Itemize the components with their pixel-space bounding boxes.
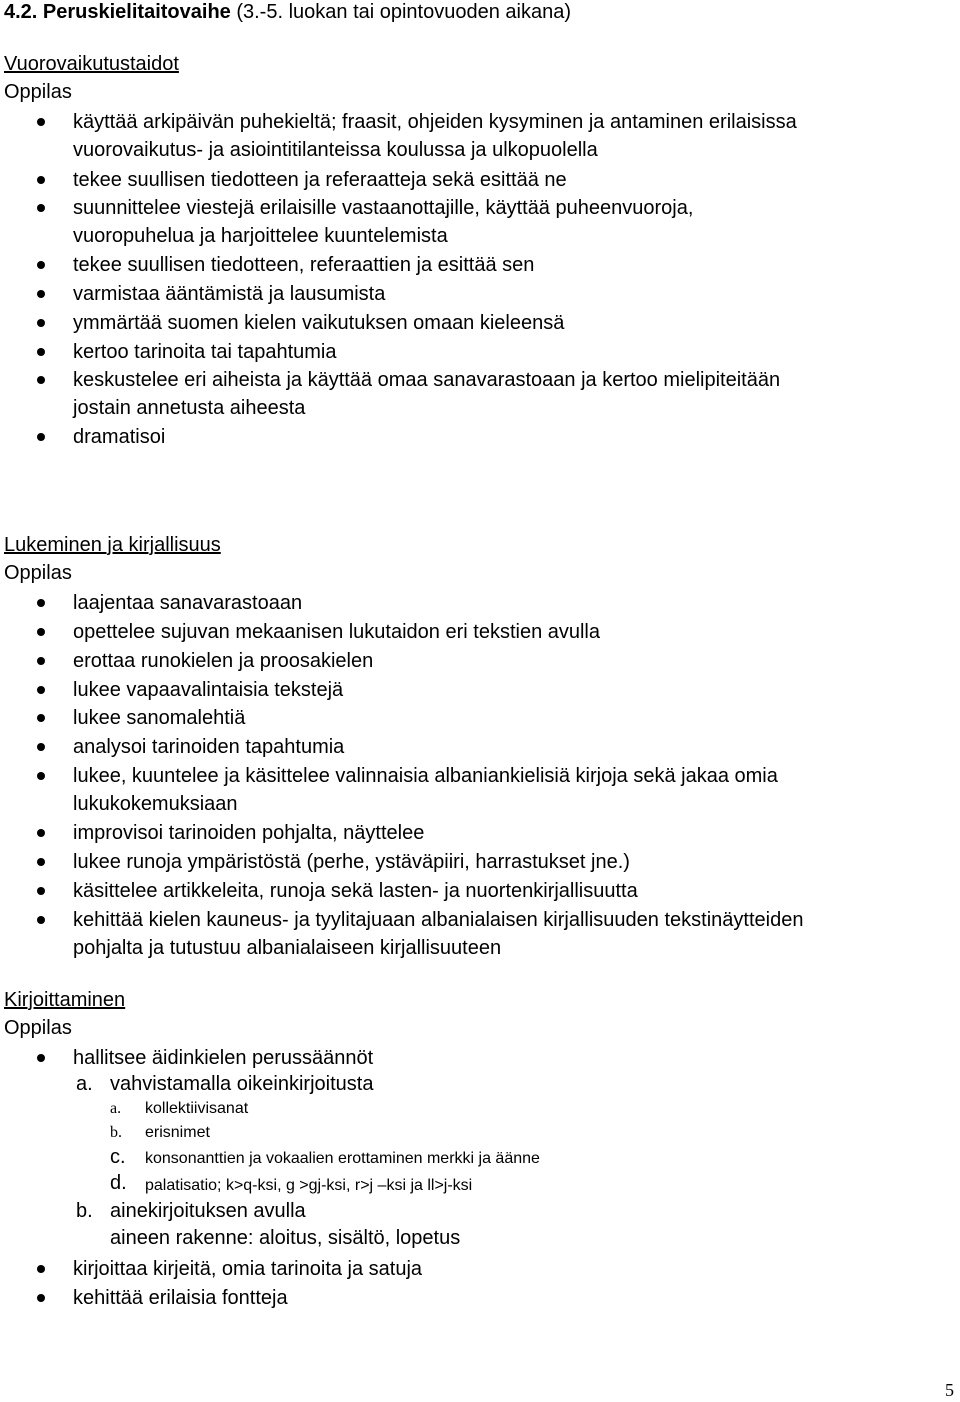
section-subject: Oppilas bbox=[4, 562, 72, 584]
list-item: käsittelee artikkeleita, runoja sekä lasten- ja nuortenkirjallisuutta bbox=[73, 880, 638, 902]
bullet-icon bbox=[37, 887, 45, 895]
bullet-icon bbox=[37, 858, 45, 866]
bullet-icon bbox=[37, 916, 45, 924]
list-item: suunnittelee viestejä erilaisille vastaanottajille, käyttää puheenvuoroja, bbox=[73, 197, 694, 219]
list-item: dramatisoi bbox=[73, 426, 166, 448]
list-item: laajentaa sanavarastoaan bbox=[73, 592, 303, 614]
list-item: keskustelee eri aiheista ja käyttää omaa sanavarastoaan ja kertoo mielipiteitään bbox=[73, 369, 781, 391]
bullet-icon bbox=[37, 118, 45, 126]
nested-list-marker: b. bbox=[110, 1124, 122, 1141]
heading-rest: (3.-5. luokan tai opintovuoden aikana) bbox=[230, 1, 572, 23]
bullet-icon bbox=[37, 657, 45, 665]
list-item: opettelee sujuvan mekaanisen lukutaidon eri tekstien avulla bbox=[73, 621, 601, 643]
nested-list-marker: a. bbox=[110, 1100, 122, 1117]
section-title-vuorovaikutustaidot: Vuorovaikutustaidot bbox=[4, 53, 179, 75]
list-item: lukee runoja ympäristöstä (perhe, ystäväpiiri, harrastukset jne.) bbox=[73, 851, 630, 873]
section-subject: Oppilas bbox=[4, 1017, 72, 1039]
nested-list-item: palatisatio; k>q-ksi, g >gj-ksi, r>j –ksi ja ll>j-ksi bbox=[145, 1177, 473, 1194]
bullet-icon bbox=[37, 1265, 45, 1273]
bullet-icon bbox=[37, 714, 45, 722]
nested-list-marker: c. bbox=[110, 1146, 126, 1168]
list-item: kertoo tarinoita tai tapahtumia bbox=[73, 341, 337, 363]
section-subject: Oppilas bbox=[4, 81, 72, 103]
heading-bold: 4.2. Peruskielitaitovaihe bbox=[4, 1, 231, 23]
list-item: ymmärtää suomen kielen vaikutuksen omaan kieleensä bbox=[73, 312, 565, 334]
section-title-lukeminen: Lukeminen ja kirjallisuus bbox=[4, 534, 221, 556]
bullet-icon bbox=[37, 772, 45, 780]
nested-list-marker: d. bbox=[110, 1172, 127, 1194]
list-item-continuation: lukukokemuksiaan bbox=[73, 793, 238, 815]
nested-list-item: kollektiivisanat bbox=[145, 1100, 249, 1117]
list-item: erottaa runokielen ja proosakielen bbox=[73, 650, 374, 672]
bullet-icon bbox=[37, 348, 45, 356]
list-item: kehittää kielen kauneus- ja tyylitajuaan albanialaisen kirjallisuuden tekstinäytteiden bbox=[73, 909, 804, 931]
section-title-kirjoittaminen: Kirjoittaminen bbox=[4, 989, 126, 1011]
bullet-icon bbox=[37, 433, 45, 441]
bullet-icon bbox=[37, 686, 45, 694]
bullet-icon bbox=[37, 599, 45, 607]
page-number: 5 bbox=[945, 1380, 954, 1400]
list-item-continuation: pohjalta ja tutustuu albanialaiseen kirjallisuuteen bbox=[73, 937, 502, 959]
list-item: lukee, kuuntelee ja käsittelee valinnaisia albaniankielisiä kirjoja sekä jakaa omia bbox=[73, 765, 778, 787]
sublist-item-continuation: aineen rakenne: aloitus, sisältö, lopetus bbox=[110, 1227, 461, 1249]
bullet-icon bbox=[37, 743, 45, 751]
bullet-icon bbox=[37, 319, 45, 327]
list-item: kirjoittaa kirjeitä, omia tarinoita ja satuja bbox=[73, 1258, 423, 1280]
list-item: varmistaa ääntämistä ja lausumista bbox=[73, 283, 386, 305]
list-item: analysoi tarinoiden tapahtumia bbox=[73, 736, 345, 758]
sublist-marker: b. bbox=[76, 1200, 93, 1222]
list-item-continuation: jostain annetusta aiheesta bbox=[73, 397, 306, 419]
list-item: hallitsee äidinkielen perussäännöt bbox=[73, 1047, 374, 1069]
bullet-icon bbox=[37, 376, 45, 384]
list-item: lukee vapaavalintaisia tekstejä bbox=[73, 679, 344, 701]
bullet-icon bbox=[37, 290, 45, 298]
nested-list-item: konsonanttien ja vokaalien erottaminen merkki ja äänne bbox=[145, 1150, 540, 1167]
list-item: kehittää erilaisia fontteja bbox=[73, 1287, 288, 1309]
list-item: lukee sanomalehtiä bbox=[73, 707, 246, 729]
sublist-item: vahvistamalla oikeinkirjoitusta bbox=[110, 1073, 374, 1095]
bullet-icon bbox=[37, 628, 45, 636]
list-item: tekee suullisen tiedotteen ja referaatteja sekä esittää ne bbox=[73, 169, 567, 191]
list-item: käyttää arkipäivän puhekieltä; fraasit, ohjeiden kysyminen ja antaminen erilaisissa bbox=[73, 111, 797, 133]
list-item-continuation: vuoropuhelua ja harjoittelee kuuntelemista bbox=[73, 225, 448, 247]
list-item-continuation: vuorovaikutus- ja asiointitilanteissa koulussa ja ulkopuolella bbox=[73, 139, 598, 161]
bullet-icon bbox=[37, 1294, 45, 1302]
nested-list-item: erisnimet bbox=[145, 1124, 210, 1141]
sublist-marker: a. bbox=[76, 1073, 93, 1095]
sublist-item: ainekirjoituksen avulla bbox=[110, 1200, 306, 1222]
list-item: tekee suullisen tiedotteen, referaattien ja esittää sen bbox=[73, 254, 535, 276]
bullet-icon bbox=[37, 829, 45, 837]
page-heading bbox=[4, 0, 571, 24]
bullet-icon bbox=[37, 176, 45, 184]
list-item: improvisoi tarinoiden pohjalta, näyttelee bbox=[73, 822, 425, 844]
bullet-icon bbox=[37, 1054, 45, 1062]
bullet-icon bbox=[37, 204, 45, 212]
bullet-icon bbox=[37, 261, 45, 269]
